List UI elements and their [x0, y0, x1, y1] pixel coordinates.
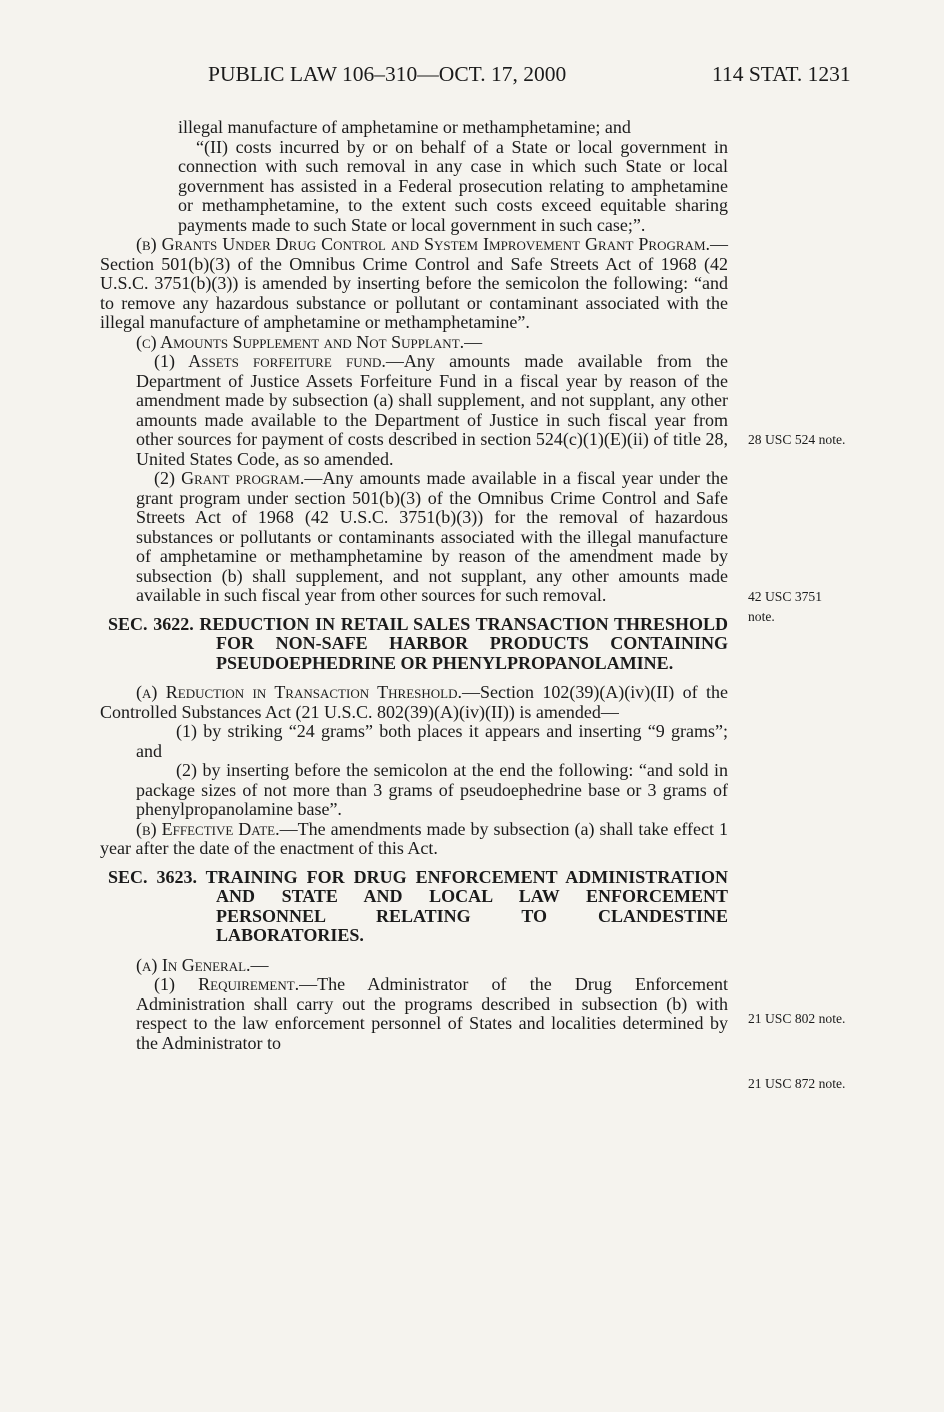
paragraph-c1-heading: (1) Assets forfeiture fund. — [154, 351, 386, 371]
margin-note-21-usc-802: 21 USC 802 note. — [748, 1011, 846, 1026]
subsection-b — [100, 235, 728, 333]
section-3622-b-heading: (b) Effective Date. — [136, 818, 280, 839]
section-3622-a1: (1) by striking “24 grams” both places it appears and inserting “9 grams”; and — [136, 721, 728, 761]
section-3623-a-text: — — [250, 954, 269, 975]
section-3622-b — [100, 820, 728, 859]
header-statute-page: 114 STAT. 1231 — [712, 62, 851, 86]
section-3623-heading: SEC. 3623. TRAINING FOR DRUG ENFORCEMENT ADMINISTRATION AND STATE AND LOCAL LAW ENFORCEMENT PERSONNEL RELATING TO CLANDESTINE LABORATORIES. — [108, 866, 728, 945]
running-header — [0, 62, 944, 96]
paragraph-continuation: illegal manufacture of amphetamine or methamphetamine; and — [178, 117, 631, 137]
section-3623-a-heading: (a) In General. — [136, 954, 251, 975]
paragraph-c1 — [100, 352, 728, 469]
section-3622-heading: SEC. 3622. REDUCTION IN RETAIL SALES TRANSACTION THRESHOLD FOR NON-SAFE HARBOR PRODUCTS CONTAINING PSEUDOEPHEDRINE OR PHENYLPROPANOLAMINE. — [108, 613, 728, 673]
paragraph-c1-text: —Any amounts made available from the Department of Justice Assets Forfeiture Fund in a fiscal year by reason of the amendment made by subsection (a) shall supplement, and not supplant, any other amounts made available to the Department of Justice in such fiscal year from other sources for payment of costs described in section 524(c)(1)(E)(ii) of title 28, United States Code, as so amended. — [136, 351, 728, 469]
section-3622-a2: (2) by inserting before the semicolon at the end the following: “and sold in package sizes of not more than 3 grams of pseudoephedrine base or 3 grams of phenylpropanolamine base”. — [136, 760, 728, 819]
paragraph-clause-ii: “(II) costs incurred by or on behalf of a State or local government in connection with such removal in any case in which such State or local government has assisted in a Federal prosecution relating to amphetamine or methamphetamine, to the extent such costs exceed equitable sharing payments made to such State or local government in such case;”. — [178, 136, 728, 235]
margin-note-21-usc-872: 21 USC 872 note. — [748, 1076, 846, 1091]
paragraph-c2-text: —Any amounts made available in a fiscal year under the grant program under section 501(b)(3) of the Omnibus Crime Control and Safe Streets Act of 1968 (42 U.S.C. 3751(b)(3)) for the removal of hazardous substances or pollutants or contaminants associated with the illegal manufacture of amphetamine or methamphetamine by reason of the amendment made by subsection (b) shall supplement, and not supplant, any other amounts made available in such fiscal year from other sources for such removal. — [136, 468, 729, 605]
subsection-c — [100, 333, 728, 353]
section-3623-a — [100, 956, 728, 976]
header-public-law: PUBLIC LAW 106–310—OCT. 17, 2000 — [208, 62, 567, 86]
margin-note-28-usc-524: 28 USC 524 note. — [748, 432, 846, 447]
paragraph-c2 — [100, 469, 728, 606]
section-3622-a — [100, 683, 728, 722]
section-3623-a1-heading: (1) Requirement. — [154, 974, 300, 994]
subsection-c-heading: (c) Amounts Supplement and Not Supplant. — [136, 331, 465, 352]
section-3622-b-text: —The amendments made by subsection (a) shall take effect 1 year after the date of the enactment of this Act. — [100, 818, 728, 858]
subsection-b-heading: (b) Grants Under Drug Control and System Improvement Grant Program. — [136, 234, 710, 254]
section-3623-a1 — [100, 975, 728, 1053]
paragraph-c2-heading: (2) Grant program. — [154, 468, 305, 488]
subsection-b-text: —Section 501(b)(3) of the Omnibus Crime Control and Safe Streets Act of 1968 (42 U.S.C. 3751(b)(3)) is amended by inserting before the semicolon the following: “and to remove any hazardous substance or pollutant or contaminant associated with the illegal manufacture of amphetamine or methamphetamine”. — [100, 234, 728, 332]
subsection-c-text: — — [464, 331, 483, 352]
section-3623-a1-text: —The Administrator of the Drug Enforcement Administration shall carry out the programs described in subsection (b) with respect to the law enforcement personnel of States and localities determined by the Administrator to — [136, 974, 728, 1053]
document-body — [100, 118, 728, 1053]
section-3622-a-heading: (a) Reduction in Transaction Threshold. — [136, 682, 462, 702]
margin-note-42-usc-3751: 42 USC 3751 note. — [748, 589, 823, 624]
section-3622-a-text: —Section 102(39)(A)(iv)(II) of the Controlled Substances Act (21 U.S.C. 802(39)(A)(iv)(II)) is amended— — [100, 682, 728, 722]
